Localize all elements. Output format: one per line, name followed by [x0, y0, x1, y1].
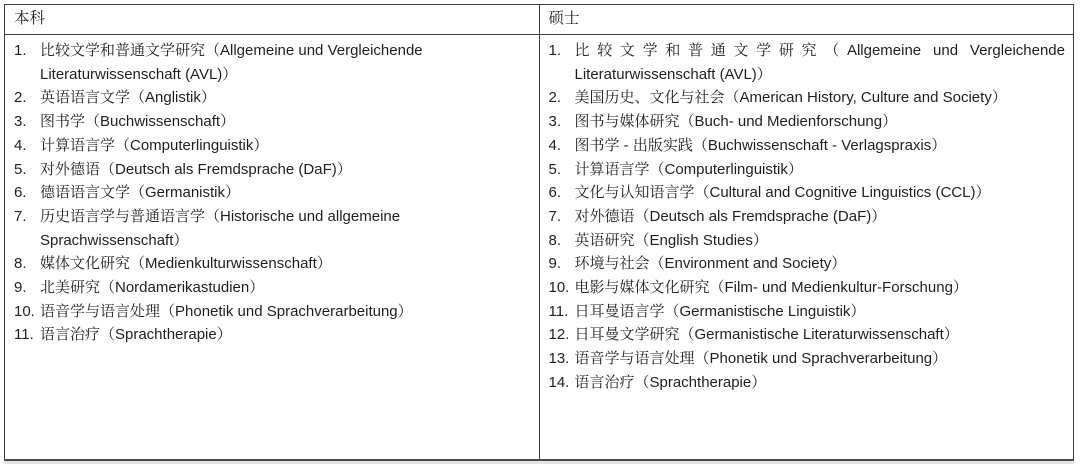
program-list-item	[549, 300, 1066, 324]
undergraduate-program-list	[14, 39, 531, 347]
item-text: 比较文学和普通文学研究（Allgemeine und Vergleichende Literaturwissenschaft (AVL)）	[574, 42, 1065, 83]
program-list-item	[549, 39, 1066, 86]
program-list-item	[549, 371, 1066, 395]
program-list-item	[14, 110, 531, 134]
item-text: 日耳曼文学研究（Germanistische Literaturwissenschaft）	[574, 326, 959, 344]
item-text: 语音学与语言处理（Phonetik und Sprachverarbeitung）	[574, 350, 948, 368]
item-number: 2.	[548, 89, 562, 107]
item-number: 5.	[548, 160, 562, 178]
master-program-list	[549, 39, 1066, 395]
item-text: 计算语言学（Computerlinguistik）	[40, 136, 269, 154]
item-text: 历史语言学与普通语言学（Historische und allgemeine Sprachwissenschaft）	[40, 207, 401, 249]
program-list-item	[549, 252, 1066, 276]
program-list-item	[549, 276, 1066, 300]
item-text: 图书学（Buchwissenschaft）	[40, 113, 236, 131]
item-text: 语言治疗（Sprachtherapie）	[574, 373, 767, 391]
item-number: 7.	[14, 207, 27, 225]
programs-table	[4, 4, 1074, 461]
program-list-item	[14, 276, 531, 300]
item-number: 14.	[548, 373, 570, 391]
item-text: 语言治疗（Sprachtherapie）	[40, 326, 232, 344]
program-list-item	[14, 181, 531, 205]
item-number: 5.	[14, 160, 27, 178]
column-header-master: 硕士	[539, 5, 1074, 35]
item-number: 4.	[14, 136, 27, 154]
program-list-item	[14, 134, 531, 158]
item-text: 对外德语（Deutsch als Fremdsprache (DaF)）	[574, 207, 887, 225]
item-text: 媒体文化研究（Medienkulturwissenschaft）	[40, 255, 332, 273]
item-number: 1.	[14, 42, 27, 59]
item-number: 1.	[548, 42, 562, 59]
item-number: 6.	[14, 184, 27, 202]
document-page	[4, 4, 1074, 461]
item-number: 13.	[548, 350, 570, 368]
program-list-item	[549, 86, 1066, 110]
item-number: 3.	[14, 113, 27, 131]
item-number: 4.	[548, 136, 562, 154]
item-text: 德语语言文学（Germanistik）	[40, 184, 241, 202]
item-number: 6.	[548, 184, 562, 202]
item-number: 9.	[14, 279, 27, 297]
item-text: 美国历史、文化与社会（American History, Culture and Society）	[574, 89, 1007, 107]
program-list-item	[549, 347, 1066, 371]
item-text: 英语语言文学（Anglistik）	[40, 89, 216, 107]
item-text: 北美研究（Nordamerikastudien）	[40, 279, 265, 297]
item-number: 3.	[548, 113, 562, 131]
program-list-item	[14, 205, 531, 252]
program-list-item	[549, 134, 1066, 158]
item-text: 比较文学和普通文学研究（Allgemeine und Vergleichende Literaturwissenschaft (AVL)）	[40, 42, 423, 83]
item-text: 对外德语（Deutsch als Fremdsprache (DaF)）	[40, 160, 352, 178]
undergraduate-programs-cell	[5, 35, 540, 461]
item-text: 语音学与语言处理（Phonetik und Sprachverarbeitung）	[40, 302, 413, 320]
item-text: 环境与社会（Environment and Society）	[574, 255, 847, 273]
column-header-undergraduate: 本科	[5, 5, 540, 35]
item-number: 11.	[14, 326, 34, 344]
item-number: 10.	[14, 302, 35, 320]
master-programs-cell	[539, 35, 1074, 461]
program-list-item	[549, 181, 1066, 205]
item-text: 计算语言学（Computerlinguistik）	[574, 160, 803, 178]
item-text: 英语研究（English Studies）	[574, 231, 768, 249]
program-list-item	[549, 229, 1066, 253]
program-list-item	[549, 323, 1066, 347]
item-number: 8.	[548, 231, 562, 249]
table-header-row	[5, 5, 1074, 35]
program-list-item	[14, 252, 531, 276]
program-list-item	[14, 158, 531, 182]
table-body-row	[5, 35, 1074, 461]
item-text: 图书与媒体研究（Buch- und Medienforschung）	[574, 113, 898, 131]
program-list-item	[14, 39, 531, 86]
item-text: 文化与认知语言学（Cultural and Cognitive Linguistics (CCL)）	[574, 184, 991, 202]
item-number: 7.	[548, 207, 562, 225]
item-number: 10.	[548, 279, 570, 297]
item-number: 11.	[548, 302, 569, 320]
item-number: 8.	[14, 255, 27, 273]
item-text: 日耳曼语言学（Germanistische Linguistik）	[574, 302, 866, 320]
program-list-item	[14, 86, 531, 110]
program-list-item	[14, 323, 531, 347]
program-list-item	[549, 110, 1066, 134]
program-list-item	[549, 205, 1066, 229]
program-list-item	[549, 158, 1066, 182]
item-text: 图书学 - 出版实践（Buchwissenschaft - Verlagspraxis）	[574, 136, 947, 154]
item-text: 电影与媒体文化研究（Film- und Medienkultur-Forschung）	[574, 279, 968, 297]
item-number: 2.	[14, 89, 27, 107]
program-list-item	[14, 300, 531, 324]
item-number: 9.	[548, 255, 562, 273]
item-number: 12.	[548, 326, 570, 344]
